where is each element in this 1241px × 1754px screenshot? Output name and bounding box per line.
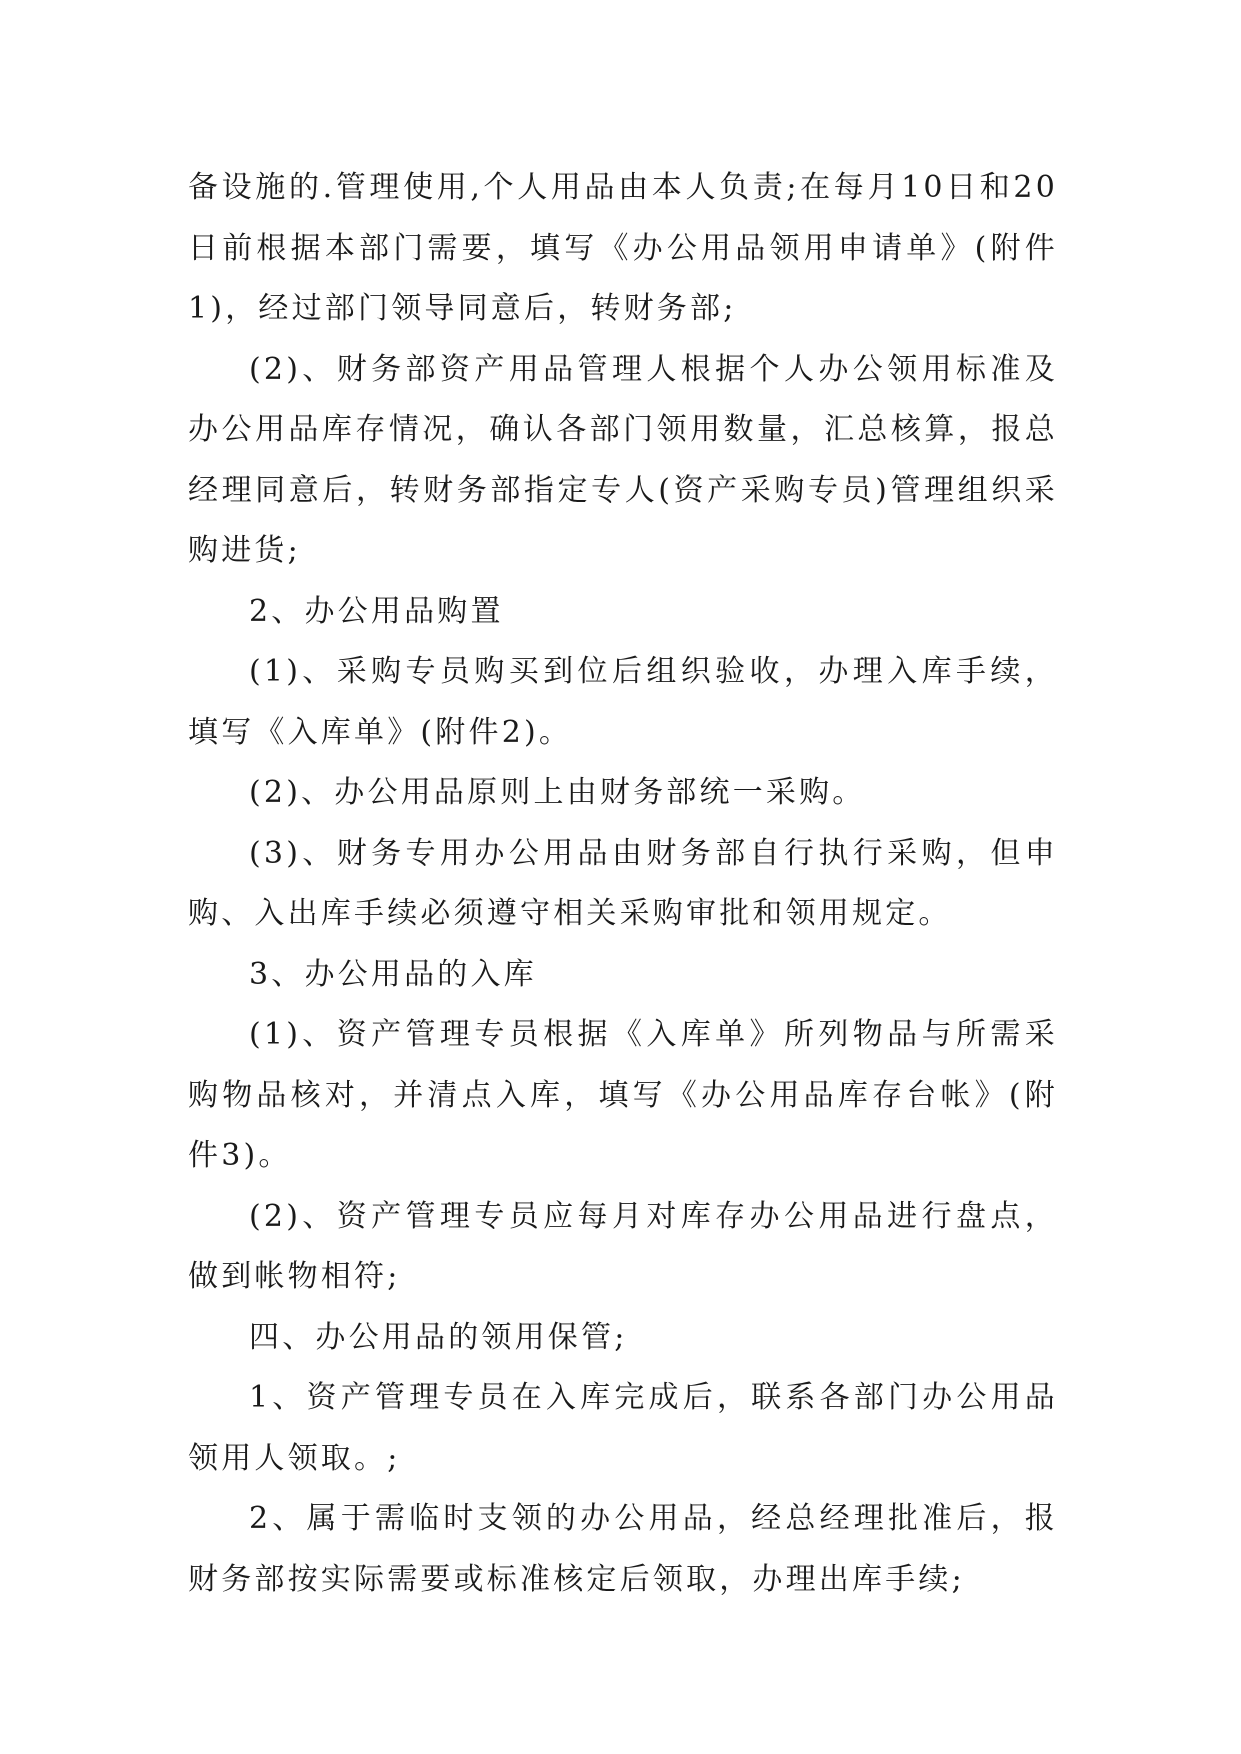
paragraph: (2)、财务部资产用品管理人根据个人办公领用标准及办公用品库存情况，确认各部门领用数量，汇总核算，报总经理同意后，转财务部指定专人(资产采购专员)管理组织采购进货;	[188, 351, 1058, 568]
section-heading: 四、办公用品的领用保管;	[249, 1319, 628, 1355]
paragraph: 2、属于需临时支领的办公用品，经总经理批准后，报财务部按实际需要或标准核定后领取，办理出库手续;	[188, 1501, 1058, 1597]
paragraph: (1)、资产管理专员根据《入库单》所列物品与所需采购物品核对，并清点入库，填写《办公用品库存台帐》(附件3)。	[188, 1017, 1058, 1173]
paragraph: 备设施的.管理使用,个人用品由本人负责;在每月10日和20日前根据本部门需要，填写《办公用品领用申请单》(附件1)，经过部门领导同意后，转财务部;	[188, 170, 1058, 326]
paragraph: 1、资产管理专员在入库完成后，联系各部门办公用品领用人领取。;	[188, 1380, 1058, 1476]
paragraph: (1)、采购专员购买到位后组织验收，办理入库手续，填写《入库单》(附件2)。	[188, 654, 1058, 750]
section-heading: 2、办公用品购置	[249, 593, 504, 629]
paragraph: (2)、办公用品原则上由财务部统一采购。	[249, 775, 866, 810]
document-body	[188, 158, 1058, 1610]
section-heading: 3、办公用品的入库	[249, 956, 537, 992]
paragraph: (3)、财务专用办公用品由财务部自行执行采购，但申购、入出库手续必须遵守相关采购审批和领用规定。	[188, 835, 1058, 931]
paragraph: (2)、资产管理专员应每月对库存办公用品进行盘点，做到帐物相符;	[188, 1198, 1058, 1294]
